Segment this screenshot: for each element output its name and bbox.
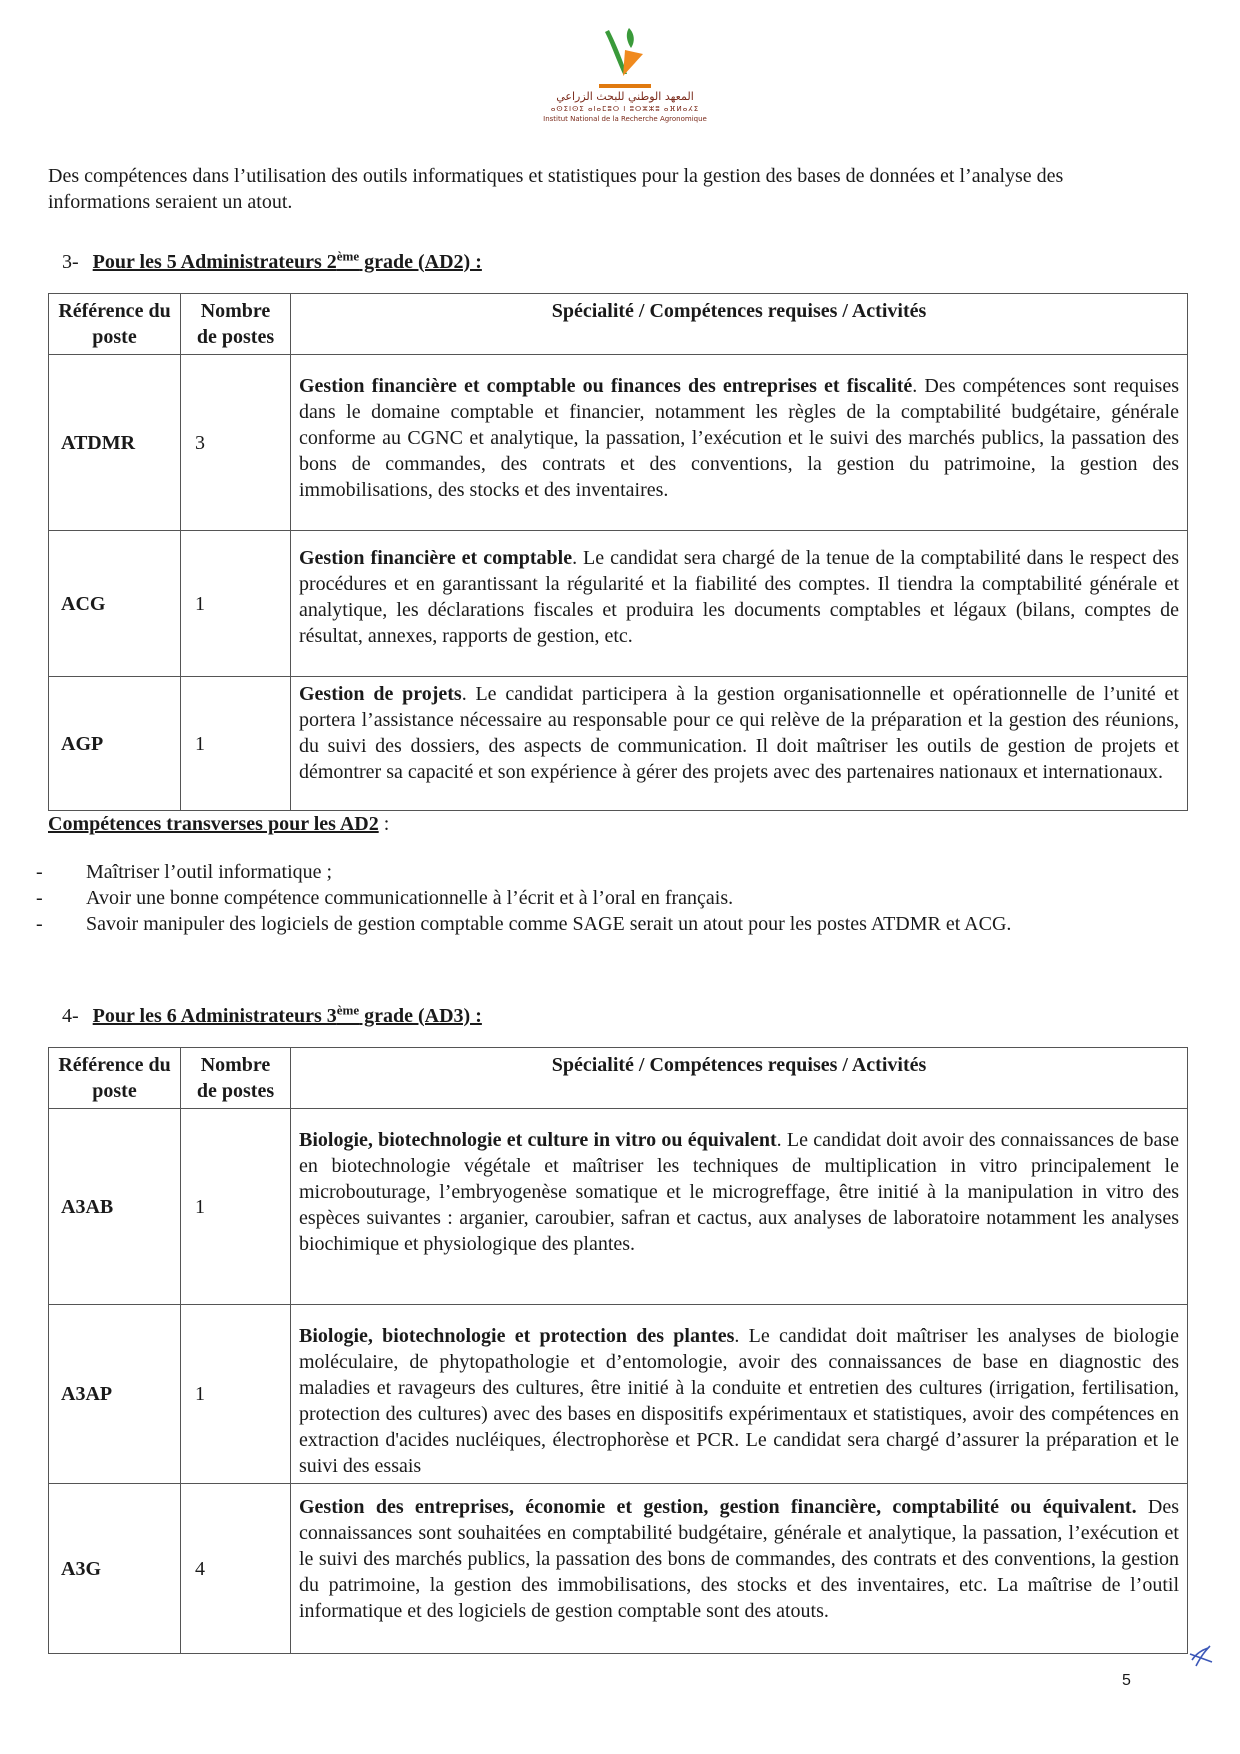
leaf-logo-icon bbox=[595, 24, 655, 90]
transverse-title: Compétences transverses pour les AD2 : bbox=[48, 813, 390, 835]
list-item: - Savoir manipuler des logiciels de gestion comptable comme SAGE serait un atout pour les postes ATDMR et ACG. bbox=[34, 911, 1154, 937]
header-ref: Référence du poste bbox=[49, 1048, 181, 1109]
row-description: Biologie, biotechnologie et culture in vitro ou équivalent. Le candidat doit avoir des connaissances de base en biotechnologie végétale et maîtriser les techniques de multiplication in vitro principalement le microbouturage, l’embryogenèse somatique et le microgreffage, être initié à la manipulation in vitro des espèces suivantes : arganier, caroubier, safran et cactus, aux analyses de laboratoire notamment les analyses biochimique et physiologique des plantes. bbox=[291, 1109, 1188, 1305]
institute-logo bbox=[520, 24, 730, 164]
table-header-row bbox=[49, 294, 1188, 355]
row-ref: A3AB bbox=[49, 1109, 181, 1305]
table-row bbox=[49, 355, 1188, 531]
transverse-list bbox=[34, 859, 1154, 937]
section-4-heading bbox=[62, 997, 482, 1029]
row-ref: ACG bbox=[49, 531, 181, 677]
header-count: Nombre de postes bbox=[181, 1048, 291, 1109]
row-ref: A3AP bbox=[49, 1305, 181, 1484]
intro-paragraph: Des compétences dans l’utilisation des outils informatiques et statistiques pour la gestion des bases de données et l’analyse des informations seraient un atout. bbox=[48, 165, 1064, 213]
row-count: 4 bbox=[181, 1484, 291, 1654]
row-count: 1 bbox=[181, 677, 291, 811]
header-ref: Référence du poste bbox=[49, 294, 181, 355]
table-row bbox=[49, 1484, 1188, 1654]
initials-mark-icon bbox=[1186, 1640, 1216, 1674]
header-count: Nombre de postes bbox=[181, 294, 291, 355]
table-row bbox=[49, 1109, 1188, 1305]
row-ref: ATDMR bbox=[49, 355, 181, 531]
row-count: 1 bbox=[181, 1109, 291, 1305]
header-spec: Spécialité / Compétences requises / Activités bbox=[291, 1048, 1188, 1109]
row-ref: AGP bbox=[49, 677, 181, 811]
list-item: - Avoir une bonne compétence communicationnelle à l’écrit et à l’oral en français. bbox=[34, 885, 1154, 911]
table-row bbox=[49, 531, 1188, 677]
row-count: 1 bbox=[181, 531, 291, 677]
section-4-number: 4- bbox=[62, 1004, 79, 1027]
page-number: 5 bbox=[1122, 1672, 1131, 1689]
row-description: Gestion financière et comptable ou finances des entreprises et fiscalité. Des compétences sont requises dans le domaine comptable et financier, notamment les règles de la comptabilité budgétaire, générale conforme au CGNC et analytique, la passation, l’exécution et le suivi des marchés publics, la passation des bons de commandes, des contrats et des conventions, la gestion du patrimoine, la gestion des immobilisations, des stocks et des inventaires. bbox=[291, 355, 1188, 531]
row-count: 1 bbox=[181, 1305, 291, 1484]
logo-arabic-text: المعهد الوطني للبحث الزراعي bbox=[556, 90, 694, 103]
ad2-table bbox=[48, 293, 1188, 811]
row-description: Gestion des entreprises, économie et gestion, gestion financière, comptabilité ou équivalent. Des connaissances sont souhaitées en comptabilité budgétaire, générale et analytique, la passation, l’exécution et le suivi des marchés publics, la passation des bons de commandes, des contrats et des conventions, la gestion du patrimoine, la gestion des immobilisations, des stocks et des inventaires, etc. La maîtrise de l’outil informatique et des logiciels de gestion comptable sont des atouts. bbox=[291, 1484, 1188, 1654]
row-ref: A3G bbox=[49, 1484, 181, 1654]
row-description: Biologie, biotechnologie et protection des plantes. Le candidat doit maîtriser les analyses de biologie moléculaire, de phytopathologie et d’entomologie, avoir des connaissances de base en diagnostic des maladies et ravageurs des cultures, être initié à la conduite et entretien des cultures (irrigation, fertilisation, protection des cultures) avec des bases en dispositifs expérimentaux et statistiques, avoir des compétences en extraction d'acides nucléiques, électrophorèse et PCR. Le candidat sera chargé d’assurer la préparation et le suivi des essais bbox=[291, 1305, 1188, 1484]
row-description: Gestion financière et comptable. Le candidat sera chargé de la tenue de la comptabilité dans le respect des procédures et en garantissant la régularité et la fiabilité des comptes. Il tiendra la comptabilité générale et analytique, les déclarations fiscales et produira les documents comptables et légaux (bilans, comptes de résultat, annexes, rapports de gestion, etc. bbox=[291, 531, 1188, 677]
section-3-title: Pour les 5 Administrateurs 2ème grade (AD2) : bbox=[92, 248, 482, 273]
list-item: - Maîtriser l’outil informatique ; bbox=[34, 859, 1154, 885]
logo-french-text: Institut National de la Recherche Agronomique bbox=[543, 115, 707, 123]
section-3-heading bbox=[62, 243, 482, 275]
section-3-number: 3- bbox=[62, 250, 79, 273]
table-header-row bbox=[49, 1048, 1188, 1109]
section-4-title: Pour les 6 Administrateurs 3ème grade (AD3) : bbox=[92, 1002, 482, 1027]
row-count: 3 bbox=[181, 355, 291, 531]
table-row bbox=[49, 1305, 1188, 1484]
ad3-table bbox=[48, 1047, 1188, 1654]
row-description: Gestion de projets. Le candidat participera à la gestion organisationnelle et opérationnelle de l’unité et portera l’assistance nécessaire au responsable pour ce qui relève de la préparation et la gestion des réunions, du suivi des dossiers, des aspects de communication. Il doit maîtriser les outils de gestion de projets et démontrer sa capacité et son expérience à gérer des projets avec des partenaires nationaux et internationaux. bbox=[291, 677, 1188, 811]
table-row bbox=[49, 677, 1188, 811]
header-spec: Spécialité / Compétences requises / Activités bbox=[291, 294, 1188, 355]
logo-tifinagh-text: ⴰⵙⵉⵏⵙⵉ ⴰⵏⴰⵎⵓⵔ ⵏ ⵓⵔⵣⵣⵓ ⴰⴼⵍⴰⵃⵉ bbox=[550, 105, 700, 113]
